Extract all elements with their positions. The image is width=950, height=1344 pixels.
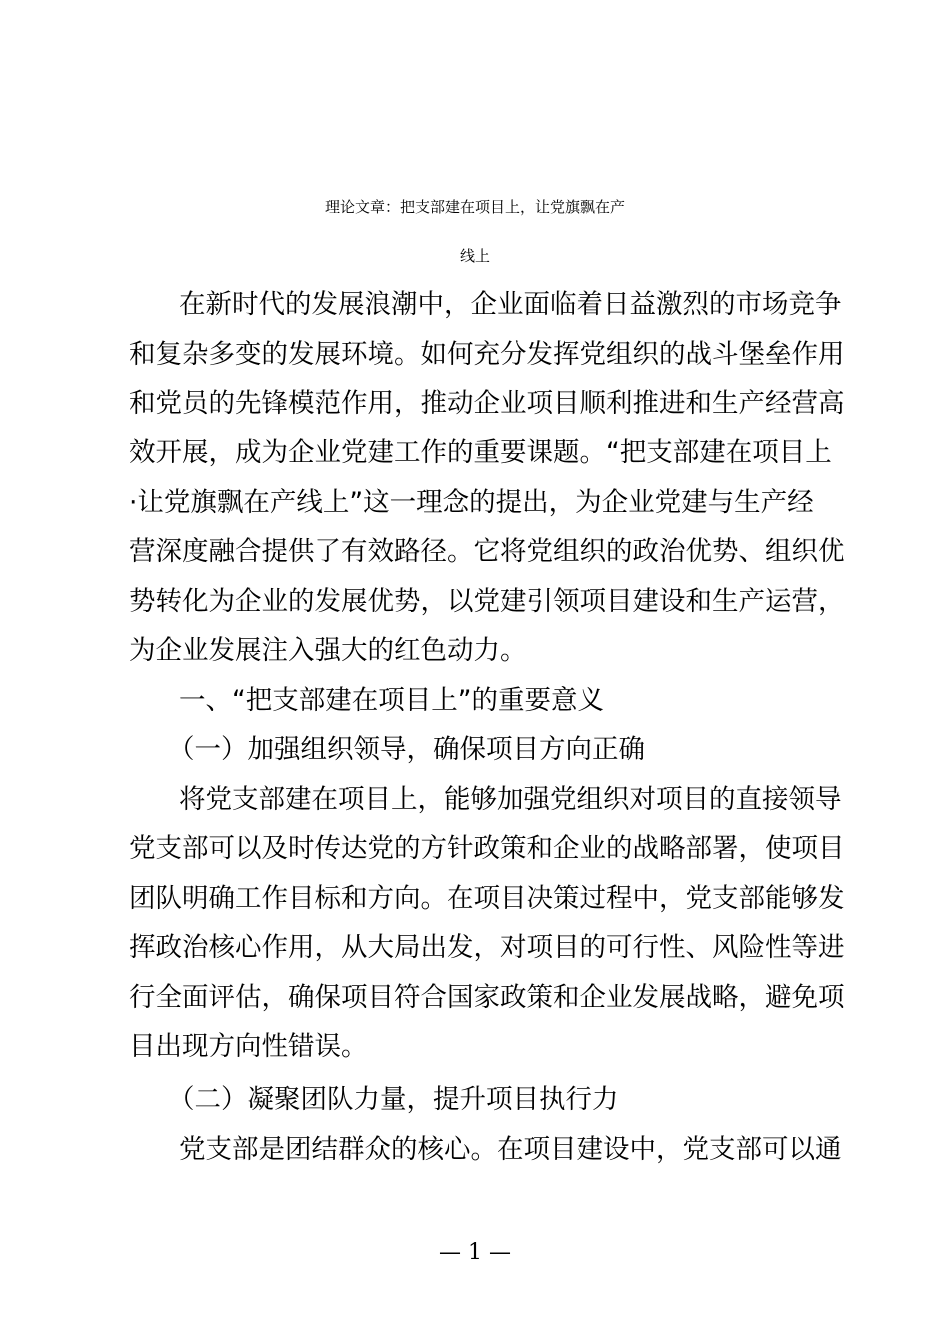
body-line: 目出现方向性错误。 <box>129 1031 368 1062</box>
body-line: 党支部是团结群众的核心。在项目建设中，党支部可以通 <box>179 1134 842 1165</box>
subsection-heading: （二）凝聚团队力量，提升项目执行力 <box>168 1084 619 1115</box>
body-line: 党支部可以及时传达党的方针政策和企业的战略部署，使项目 <box>129 833 845 864</box>
body-line: 行全面评估，确保项目符合国家政策和企业发展战略，避免项 <box>129 982 845 1013</box>
body-line: 效开展，成为企业党建工作的重要课题。“把支部建在项目上 <box>129 437 832 468</box>
body-line: 在新时代的发展浪潮中，企业面临着日益激烈的市场竞争 <box>179 289 842 320</box>
body-line: 为企业发展注入强大的红色动力。 <box>129 635 527 666</box>
body-line: 将党支部建在项目上，能够加强党组织对项目的直接领导 <box>179 784 842 815</box>
page-number: — 1 — <box>439 1240 511 1265</box>
body-line: 和复杂多变的发展环境。如何充分发挥党组织的战斗堡垒作用 <box>129 339 845 370</box>
subsection-heading: （一）加强组织领导，确保项目方向正确 <box>168 734 645 765</box>
document-title-line-1: 理论文章：把支部建在项目上，让党旗飘在产 <box>324 198 625 216</box>
body-line: 势转化为企业的发展优势，以党建引领项目建设和生产运营， <box>129 586 845 617</box>
body-line: 团队明确工作目标和方向。在项目决策过程中，党支部能够发 <box>129 883 845 914</box>
body-line: 挥政治核心作用，从大局出发，对项目的可行性、风险性等进 <box>129 932 845 963</box>
section-heading: 一、“把支部建在项目上”的重要意义 <box>179 685 604 716</box>
body-line: ·让党旗飘在产线上”这一理念的提出，为企业党建与生产经 <box>129 487 814 518</box>
body-line: 营深度融合提供了有效路径。它将党组织的政治优势、组织优 <box>129 536 845 567</box>
body-line: 和党员的先锋模范作用，推动企业项目顺利推进和生产经营高 <box>129 388 845 419</box>
document-title-line-2: 线上 <box>459 247 490 265</box>
